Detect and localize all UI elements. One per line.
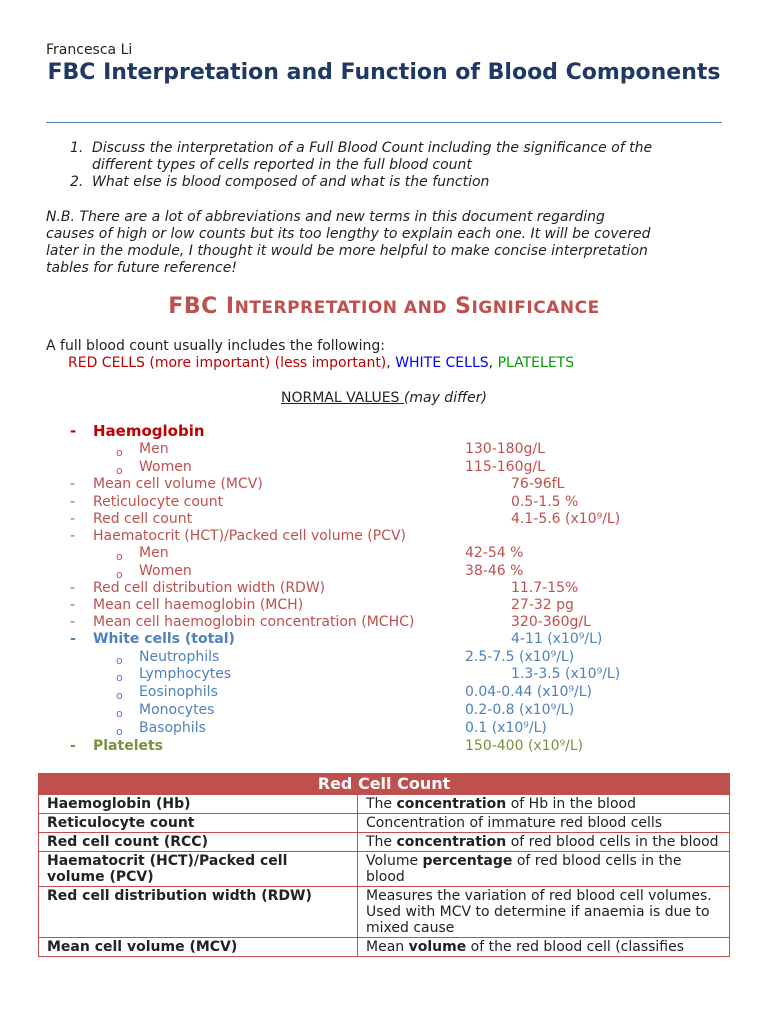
value-label: Reticulocyte count bbox=[93, 494, 224, 510]
value-range: 42-54 % bbox=[465, 545, 524, 561]
normal-values-heading bbox=[46, 390, 722, 406]
table-description bbox=[358, 852, 730, 887]
table-description bbox=[358, 833, 730, 852]
category-note-more: (more important) bbox=[149, 355, 271, 371]
desc-text: Mean bbox=[366, 939, 409, 955]
author-name: Francesca Li bbox=[46, 42, 133, 58]
table-term: Mean cell volume (MCV) bbox=[39, 938, 358, 957]
desc-emphasis: percentage bbox=[422, 853, 513, 869]
table-header: Red Cell Count bbox=[39, 774, 730, 795]
category-white-cells: WHITE CELLS bbox=[395, 355, 489, 371]
dash-marker: - bbox=[70, 614, 76, 630]
heading-part: IGNIFICANCE bbox=[471, 298, 600, 318]
value-label: Men bbox=[139, 441, 169, 457]
value-range: 27-32 pg bbox=[511, 597, 574, 613]
value-range: 76-96fL bbox=[511, 476, 565, 492]
bullet-marker: o bbox=[116, 446, 123, 459]
value-label: Women bbox=[139, 563, 192, 579]
question-number: 2. bbox=[70, 174, 84, 190]
table-description bbox=[358, 938, 730, 957]
desc-text: The bbox=[366, 834, 397, 850]
value-range: 150-400 (x10⁹/L) bbox=[465, 738, 584, 754]
dash-marker: - bbox=[70, 494, 76, 510]
desc-text: Concentration of immature red blood cells bbox=[366, 815, 663, 831]
question-text: different types of cells reported in the full blood count bbox=[92, 157, 472, 173]
dash-marker: - bbox=[70, 476, 76, 492]
value-label: Women bbox=[139, 459, 192, 475]
table-row bbox=[39, 833, 730, 852]
bullet-marker: o bbox=[116, 725, 123, 738]
value-range: 0.2-0.8 (x10⁹/L) bbox=[465, 702, 575, 718]
dash-marker: - bbox=[70, 511, 76, 527]
dash-marker: - bbox=[70, 422, 77, 440]
intro-text: A full blood count usually includes the following: bbox=[46, 338, 385, 354]
dash-marker: - bbox=[70, 738, 76, 754]
value-label: Mean cell haemoglobin (MCH) bbox=[93, 597, 304, 613]
value-label: Basophils bbox=[139, 720, 206, 736]
table-term: Reticulocyte count bbox=[39, 814, 358, 833]
category-platelets: PLATELETS bbox=[497, 355, 575, 371]
table-header-row bbox=[39, 774, 730, 795]
table-term: Red cell count (RCC) bbox=[39, 833, 358, 852]
value-range: 0.04-0.44 (x10⁹/L) bbox=[465, 684, 592, 700]
bullet-marker: o bbox=[116, 707, 123, 720]
value-label: Lymphocytes bbox=[139, 666, 232, 682]
bullet-marker: o bbox=[116, 464, 123, 477]
title-divider bbox=[46, 122, 722, 123]
value-range: 4-11 (x10⁹/L) bbox=[511, 631, 603, 647]
bullet-marker: o bbox=[116, 689, 123, 702]
value-range: 0.5-1.5 % bbox=[511, 494, 579, 510]
question-text: Discuss the interpretation of a Full Blood Count including the significance of the bbox=[92, 140, 653, 156]
value-label: Red cell distribution width (RDW) bbox=[93, 580, 326, 596]
heading-part: NTERPRETATION AND bbox=[234, 298, 447, 318]
heading-part: S bbox=[455, 294, 472, 319]
value-range: 130-180g/L bbox=[465, 441, 545, 457]
normal-values-note: (may differ) bbox=[403, 390, 488, 406]
desc-text: of the red blood cell (classifies bbox=[466, 939, 685, 955]
value-range: 11.7-15% bbox=[511, 580, 579, 596]
value-label: Haematocrit (HCT)/Packed cell volume (PCV) bbox=[93, 528, 406, 544]
desc-emphasis: concentration bbox=[396, 796, 507, 812]
value-range: 320-360g/L bbox=[511, 614, 591, 630]
dash-marker: - bbox=[70, 631, 76, 647]
separator: , bbox=[488, 355, 494, 371]
table-description bbox=[358, 814, 730, 833]
question-item bbox=[70, 174, 730, 191]
dash-marker: - bbox=[70, 597, 76, 613]
table-row bbox=[39, 852, 730, 887]
desc-text: Volume bbox=[366, 853, 423, 869]
page-title: FBC Interpretation and Function of Blood Components bbox=[47, 60, 721, 85]
value-range: 0.1 (x10⁹/L) bbox=[465, 720, 547, 736]
value-range: 38-46 % bbox=[465, 563, 524, 579]
question-item bbox=[70, 140, 730, 174]
value-range: 2.5-7.5 (x10⁹/L) bbox=[465, 649, 575, 665]
table-term: Haemoglobin (Hb) bbox=[39, 795, 358, 814]
table-row bbox=[39, 795, 730, 814]
bullet-marker: o bbox=[116, 671, 123, 684]
dash-marker: - bbox=[70, 580, 76, 596]
nb-line: N.B. There are a lot of abbreviations and new terms in this document regarding bbox=[46, 209, 605, 225]
desc-text: The bbox=[366, 796, 397, 812]
desc-text: of red blood cells in the blood bbox=[366, 853, 682, 885]
table-description bbox=[358, 795, 730, 814]
value-label: Mean cell volume (MCV) bbox=[93, 476, 263, 492]
nb-note bbox=[46, 209, 726, 277]
heading-part: I bbox=[225, 294, 235, 319]
value-label: Platelets bbox=[93, 738, 164, 754]
desc-text: of red blood cells in the blood bbox=[506, 834, 719, 850]
value-label: Haemoglobin bbox=[93, 422, 205, 440]
normal-values-label: NORMAL VALUES bbox=[280, 390, 404, 406]
table-row bbox=[39, 938, 730, 957]
table-row bbox=[39, 814, 730, 833]
question-list bbox=[70, 140, 730, 191]
category-line bbox=[68, 355, 574, 371]
category-note-less: (less important) bbox=[274, 355, 387, 371]
nb-line: tables for future reference! bbox=[46, 260, 237, 276]
desc-text: of Hb in the blood bbox=[506, 796, 636, 812]
value-label: Eosinophils bbox=[139, 684, 218, 700]
bullet-marker: o bbox=[116, 654, 123, 667]
section-heading bbox=[46, 294, 722, 319]
value-label: Mean cell haemoglobin concentration (MCHC) bbox=[93, 614, 415, 630]
separator: , bbox=[386, 355, 391, 371]
desc-text: Measures the variation of red blood cell volumes. Used with MCV to determine if anaemia is due to mixed cause bbox=[366, 888, 712, 936]
question-number: 1. bbox=[70, 140, 84, 156]
value-range: 115-160g/L bbox=[465, 459, 545, 475]
table-term: Haematocrit (HCT)/Packed cell volume (PCV) bbox=[39, 852, 358, 887]
bullet-marker: o bbox=[116, 568, 123, 581]
value-label: Red cell count bbox=[93, 511, 193, 527]
desc-emphasis: concentration bbox=[396, 834, 507, 850]
desc-emphasis: volume bbox=[408, 939, 467, 955]
table-description bbox=[358, 887, 730, 938]
question-text: What else is blood composed of and what is the function bbox=[92, 174, 490, 190]
bullet-marker: o bbox=[116, 550, 123, 563]
table-row bbox=[39, 887, 730, 938]
nb-line: causes of high or low counts but its too lengthy to explain each one. It will be covered bbox=[46, 226, 651, 242]
value-label: Men bbox=[139, 545, 169, 561]
value-range: 1.3-3.5 (x10⁹/L) bbox=[511, 666, 621, 682]
value-range: 4.1-5.6 (x10⁹/L) bbox=[511, 511, 621, 527]
heading-part: FBC bbox=[168, 294, 218, 319]
table-term: Red cell distribution width (RDW) bbox=[39, 887, 358, 938]
category-red-cells: RED CELLS bbox=[68, 355, 145, 371]
value-label: Monocytes bbox=[139, 702, 215, 718]
value-label: White cells (total) bbox=[93, 631, 235, 647]
nb-line: later in the module, I thought it would be more helpful to make concise interpretation bbox=[46, 243, 648, 259]
value-label: Neutrophils bbox=[139, 649, 220, 665]
dash-marker: - bbox=[70, 528, 76, 544]
red-cell-count-table bbox=[38, 773, 730, 957]
